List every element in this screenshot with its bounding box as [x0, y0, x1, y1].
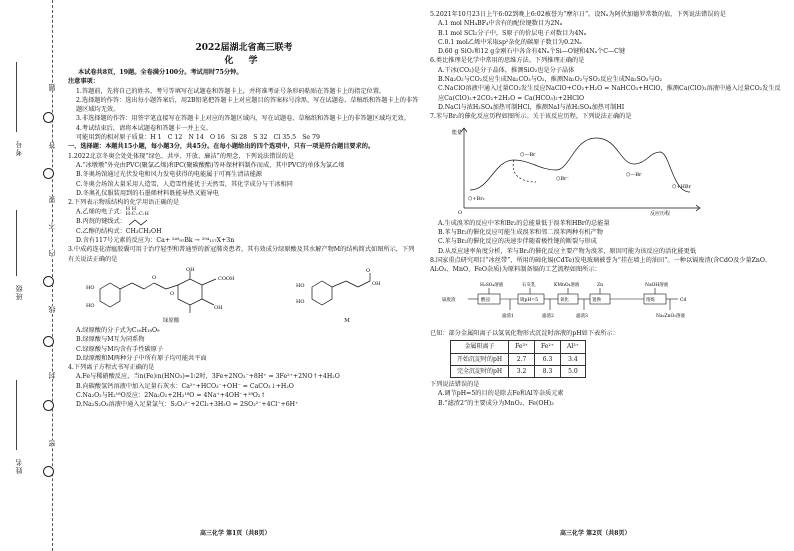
table-header: Al³⁺ — [561, 341, 586, 353]
svg-text:HO: HO — [296, 282, 305, 289]
q7-stem: 7.苯与Br₂的催化反应历程如图所示。关于该反应历程，下列说法正确的是 — [430, 113, 632, 121]
flow-waste: Na₂ZnO₂溶液 — [656, 313, 685, 319]
seal-word: 要 — [48, 196, 56, 203]
binding-margin — [0, 0, 62, 551]
seal-ring — [43, 112, 54, 123]
flow-waste: 滤渣2 — [542, 313, 554, 319]
q3-option[interactable]: C.绿原酸与M均含有手性碳原子 — [76, 345, 164, 353]
origin-label: O — [458, 209, 463, 216]
seal-ring — [43, 168, 54, 179]
table-cell: 6.3 — [535, 353, 561, 365]
flow-waste: 滤渣3 — [576, 313, 588, 319]
q5-stem: 5.2021年10月23日上午6:02到晚上6:02被誉为“摩尔日”。设Nₐ为阿伏加德罗常数的值，下列说法错误的是 — [430, 11, 726, 18]
table-header: 金属阳离子 — [451, 341, 509, 353]
svg-text:HO: HO — [296, 298, 305, 305]
section-heading: 一、选择题：本题共15小题，每小题3分，共45分。在每小题给出的四个选项中，只有一项是符合题目要求的。 — [68, 143, 375, 151]
q8-stem: 8.国家重点研究项目“冰丝带”，所用的碲化镉(CdTe)发电玻璃被誉为“挂在墙上的油田”。一种以镉废渣(含CdO及少量ZnO、Al₂O₃、MnO、FeO杂质)为原料制备镉的工艺流程如图所示： — [430, 257, 772, 274]
q5-option[interactable]: A.1 mol NH₄BF₄中含有的配位键数目为2Nₐ — [438, 20, 563, 28]
q6-stem: 6.类比推理是化学中常用的思维方法。下列推理正确的是 — [430, 57, 585, 65]
seal-ring — [43, 400, 54, 411]
energy-axis-label: 能量 — [452, 129, 463, 136]
flow-node: 镉废渣 — [442, 297, 456, 303]
flow-node: 调pH=5 — [520, 297, 538, 303]
svg-text:O: O — [170, 290, 175, 297]
atomic-masses: 可能用到的相对原子质量：H 1 C 12 N 14 O 16 Si 28 S 32 Cl 35.5 Se 79 — [76, 134, 320, 142]
table-header-row — [451, 341, 586, 353]
q5-option[interactable]: C.0.1 mol乙烯中采取sp²杂化的碳原子数目为0.2Nₐ — [438, 38, 582, 46]
q3-stem: 3.中成药连花清瘟胶囊可用于治疗轻型和普通型的新冠肺炎患者，其有效成分绿原酸及其水解产物M的结构简式如图所示，下列有关说法正确的是 — [68, 246, 415, 263]
flow-node: 置换 — [592, 297, 601, 303]
q2-option[interactable]: D.含有117号元素的反应为：Ca+ ²⁴⁹₉₇Bk → ²⁹⁴₁₁₇X+3n — [76, 237, 235, 245]
reagent-label: H₂SO₄溶液 — [480, 282, 504, 288]
q1-option[interactable]: C.冬奥会场馆大量采用人造雪，人造雪性能优于天然雪，其化学成分与干冰相同 — [76, 180, 293, 188]
id-label: 考号 — [15, 140, 23, 156]
q8-option[interactable]: B.“滤渣2”的主要成分为MnO₂、Fe(OH)₃ — [438, 399, 554, 407]
table-cell: 2.7 — [509, 353, 535, 365]
seal-word: 答 — [48, 142, 56, 149]
flow-waste: 滤渣1 — [502, 313, 514, 319]
svg-text:O: O — [366, 267, 371, 274]
flow-node: Cd — [680, 297, 687, 303]
table-header: Fe²⁺ — [535, 341, 561, 353]
svg-text:HO: HO — [86, 302, 95, 309]
progress-axis-label: 反应历程 — [650, 210, 671, 216]
table-cell: 5.0 — [561, 365, 586, 377]
q5-option[interactable]: D.60 g SiO₂和12 g金刚石中各含有4Nₐ个Si—O键和4Nₐ个C—C键 — [438, 48, 626, 56]
reagent-label: Zn — [597, 282, 604, 288]
note-item: 2.选择题的作答：选出每小题答案后，用2B铅笔把答题卡上对应题目的答案标号涂黑，写在试题卷、草稿纸和答题卡上的非答题区域均无效。 — [76, 96, 419, 114]
compound-m — [292, 267, 402, 324]
svg-text:OH: OH — [372, 280, 381, 287]
energy-profile-svg — [450, 124, 710, 216]
species-label: ⬡+HBr — [672, 183, 691, 190]
q4-option[interactable]: B.向碳酸氢钙溶液中加入足量石灰水：Ca²⁺+HCO₃⁻+OH⁻ = CaCO₃↓+H₂O — [76, 382, 294, 390]
note-item: 3.非选择题的作答：用签字笔直接写在答题卡上对应的答题区域内，写在试题卷、草稿纸和答题卡上的非答题区域均无效。 — [76, 115, 410, 123]
flow-node: 酸浸 — [481, 297, 490, 303]
compound-m-label: M — [344, 317, 350, 324]
seal-ring — [43, 466, 54, 477]
q2-option[interactable]: C.乙醇的结构式：CH₃CH₂OH — [76, 227, 162, 235]
q2-option-text: A.乙烯的电子式： — [76, 208, 126, 216]
q8-stem2: 下列说法错误的是 — [430, 381, 480, 389]
exam-info: 本试卷共8页，19题。全卷满分100分。考试用时75分钟。 — [78, 69, 243, 76]
chlorogenic-acid — [86, 267, 256, 324]
footer-right: 高三化学 第2页（共8页） — [560, 530, 631, 537]
svg-text:OH: OH — [214, 304, 223, 311]
seal-word: 线 — [48, 306, 56, 313]
q7-option[interactable]: C.苯与Br₂的催化反应的决速步伴随着极性键的断裂与形成 — [438, 238, 597, 246]
q5-option[interactable]: B.1 mol SCl₂分子中，S原子的价层电子对数目为4Nₐ — [438, 29, 587, 37]
flow-node: 氧化 — [560, 297, 569, 303]
table-cell: 3.2 — [509, 365, 535, 377]
q3-structures — [68, 266, 420, 324]
svg-text:O: O — [152, 274, 157, 281]
propane-skeletal-formula — [128, 218, 150, 226]
svg-text:HO: HO — [86, 284, 95, 291]
table-cell: 完全沉淀时的pH — [451, 365, 509, 377]
q7-energy-diagram — [450, 124, 786, 219]
class-label: 班级 — [15, 284, 23, 300]
svg-text:OH: OH — [186, 266, 195, 273]
chlorogenic-acid-structure — [86, 267, 256, 315]
q2-option[interactable] — [68, 217, 420, 226]
q3-option[interactable]: B.绿原酸与M互为同系物 — [76, 336, 145, 344]
q2-option-text: B.丙烷的键线式： — [76, 218, 126, 226]
seal-word: 内 — [48, 250, 56, 257]
right-column — [430, 10, 786, 408]
note-item: 4.考试结束后，请将本试题卷和答题卡一并上交。 — [76, 124, 212, 132]
q7-option[interactable]: B.苯与Br₂的催化反应可能生成溴苯和邻二溴苯两种有机产物 — [438, 229, 603, 237]
exam-title: 2022届湖北省高三联考 — [195, 43, 293, 53]
q7-option[interactable]: A.生成溴苯的反应中苯和Br₂的总能量低于溴苯和HBr的总能量 — [438, 219, 610, 227]
q3-option[interactable]: A.绿原酸的分子式为C₁₆H₁₈O₉ — [76, 326, 160, 334]
q6-option[interactable]: D.NaCl与浓H₂SO₄加热可制HCl，推测NaI与浓H₂SO₄加热可制HI — [438, 103, 625, 111]
seal-ring — [43, 336, 54, 347]
q1-option[interactable]: A.“冰墩墩”外壳由PVC(聚氯乙烯)和PC(聚碳酸酯)等环保材料制作而成，其中PVC的单体为氯乙烯 — [76, 161, 345, 169]
svg-text:COOH: COOH — [218, 275, 235, 282]
name-line[interactable] — [16, 380, 17, 450]
process-flow-svg — [440, 278, 700, 324]
q2-option[interactable] — [68, 207, 420, 217]
q1-option[interactable]: B.冬奥场馆通过光伏发电和风力发电获得的电能属于可再生清洁能源 — [76, 171, 262, 179]
table-row — [451, 365, 586, 377]
q4-option[interactable]: D.Na₂S₂O₃溶液中通入足量氯气：S₂O₃²⁻+2Cl₂+3H₂O = 2SO₃²⁻+4Cl⁻+6H⁺ — [76, 401, 299, 409]
exam-subject: 化 学 — [224, 56, 264, 66]
q7-option[interactable]: D.从反应速率角度分析，苯与Br₂的催化反应主要产物为溴苯，原因可能为该反应的活化能更低 — [438, 247, 697, 255]
note-item: 1.答题前，先将自己的姓名、考号等填写在试题卷和答题卡上，并将准考证号条形码粘贴在答题卡上的指定位置。 — [76, 87, 386, 95]
q1-option[interactable]: D.冬奥礼仪服装用到的石墨烯材料既能导热又能导电 — [76, 189, 219, 197]
seal-word: 不 — [48, 222, 56, 229]
q4-stem: 4.下列离子方程式书写正确的是 — [68, 364, 155, 372]
q2-stem: 2.下列表示物质结构的化学用语正确的是 — [68, 199, 180, 207]
flow-node: 熔炼 — [646, 297, 655, 303]
reagent-label: 石灰乳 — [522, 282, 536, 288]
ethylene-electron-formula: H H H:C::C:H — [125, 206, 149, 218]
table-cell: 3.4 — [561, 353, 586, 365]
left-column — [68, 10, 420, 410]
chlorogenic-acid-label: 绿原酸 — [162, 317, 180, 324]
q8-option[interactable]: A.调节pH=5的目的是除去Fe和Al等杂质元素 — [438, 390, 564, 398]
q8-table-intro: 已知：部分金属阳离子以氢氧化物形式沉淀时溶液的pH如下表所示： — [430, 329, 619, 337]
q8-process-flow — [440, 278, 786, 327]
class-line[interactable] — [16, 210, 17, 276]
q6-option[interactable]: C.NaClO溶液中通入过量CO₂发生反应NaClO+CO₂+H₂O = NaHCO₃+HClO，推测Ca(ClO)₂溶液中通入过量CO₂发生反应Ca(ClO)₂+2CO₂+2H₂O = Ca(HCO₃)₂+2HClO — [438, 85, 781, 102]
reagent-label: KMnO₄溶液 — [554, 282, 580, 288]
table-header: Fe³⁺ — [509, 341, 535, 353]
q4-option[interactable]: C.Na₂O₂与H₂¹⁸O反应：2Na₂O₂+2H₂¹⁸O = 4Na⁺+4OH⁻+¹⁸O₂↑ — [76, 392, 266, 400]
table-cell: 8.3 — [535, 365, 561, 377]
table-row — [451, 353, 586, 365]
seal-word: 封 — [48, 372, 56, 379]
name-label: 姓名 — [15, 458, 23, 474]
species-label: ⬡—Br — [626, 171, 642, 178]
q6-option[interactable]: B.Na₂O₂与CO₂反应生成Na₂CO₃与O₂，推测Na₂O₂与SO₂反应生成Na₂SO₃与O₂ — [438, 76, 663, 84]
species-label: ⬡—Br — [520, 151, 536, 158]
seal-ring — [43, 276, 54, 287]
q3-option[interactable]: D.绿原酸和M两种分子中所有原子均可能共平面 — [76, 354, 207, 362]
id-line[interactable] — [16, 62, 17, 132]
q1-stem: 1.2022北京冬奥会处处体现“绿色、共享、开放、廉洁”的理念，下列说法错误的是 — [68, 152, 294, 160]
table-cell: 开始沉淀时的pH — [451, 353, 509, 365]
compound-m-structure — [292, 267, 402, 315]
q4-option[interactable]: A.Fe与稀硝酸反应，当n(Fe)∶n(HNO₃)=1∶2时，3Fe+2NO₃⁻+8H⁺ = 3Fe²⁺+2NO↑+4H₂O — [76, 373, 340, 381]
seal-word: 密 — [48, 440, 56, 447]
footer-left: 高三化学 第1页（共8页） — [200, 530, 271, 537]
notes-heading: 注意事项： — [68, 78, 99, 86]
ph-table — [450, 340, 586, 378]
reagent-label: NaOH溶液 — [645, 282, 669, 288]
seal-word: 题 — [48, 84, 56, 91]
species-label: ⬡+Br₂ — [468, 195, 485, 202]
q6-option[interactable]: A.干冰(CO₂)是分子晶体，推测SiO₂也是分子晶体 — [438, 66, 575, 74]
species-label: ⬡Br⁻ — [556, 175, 570, 182]
